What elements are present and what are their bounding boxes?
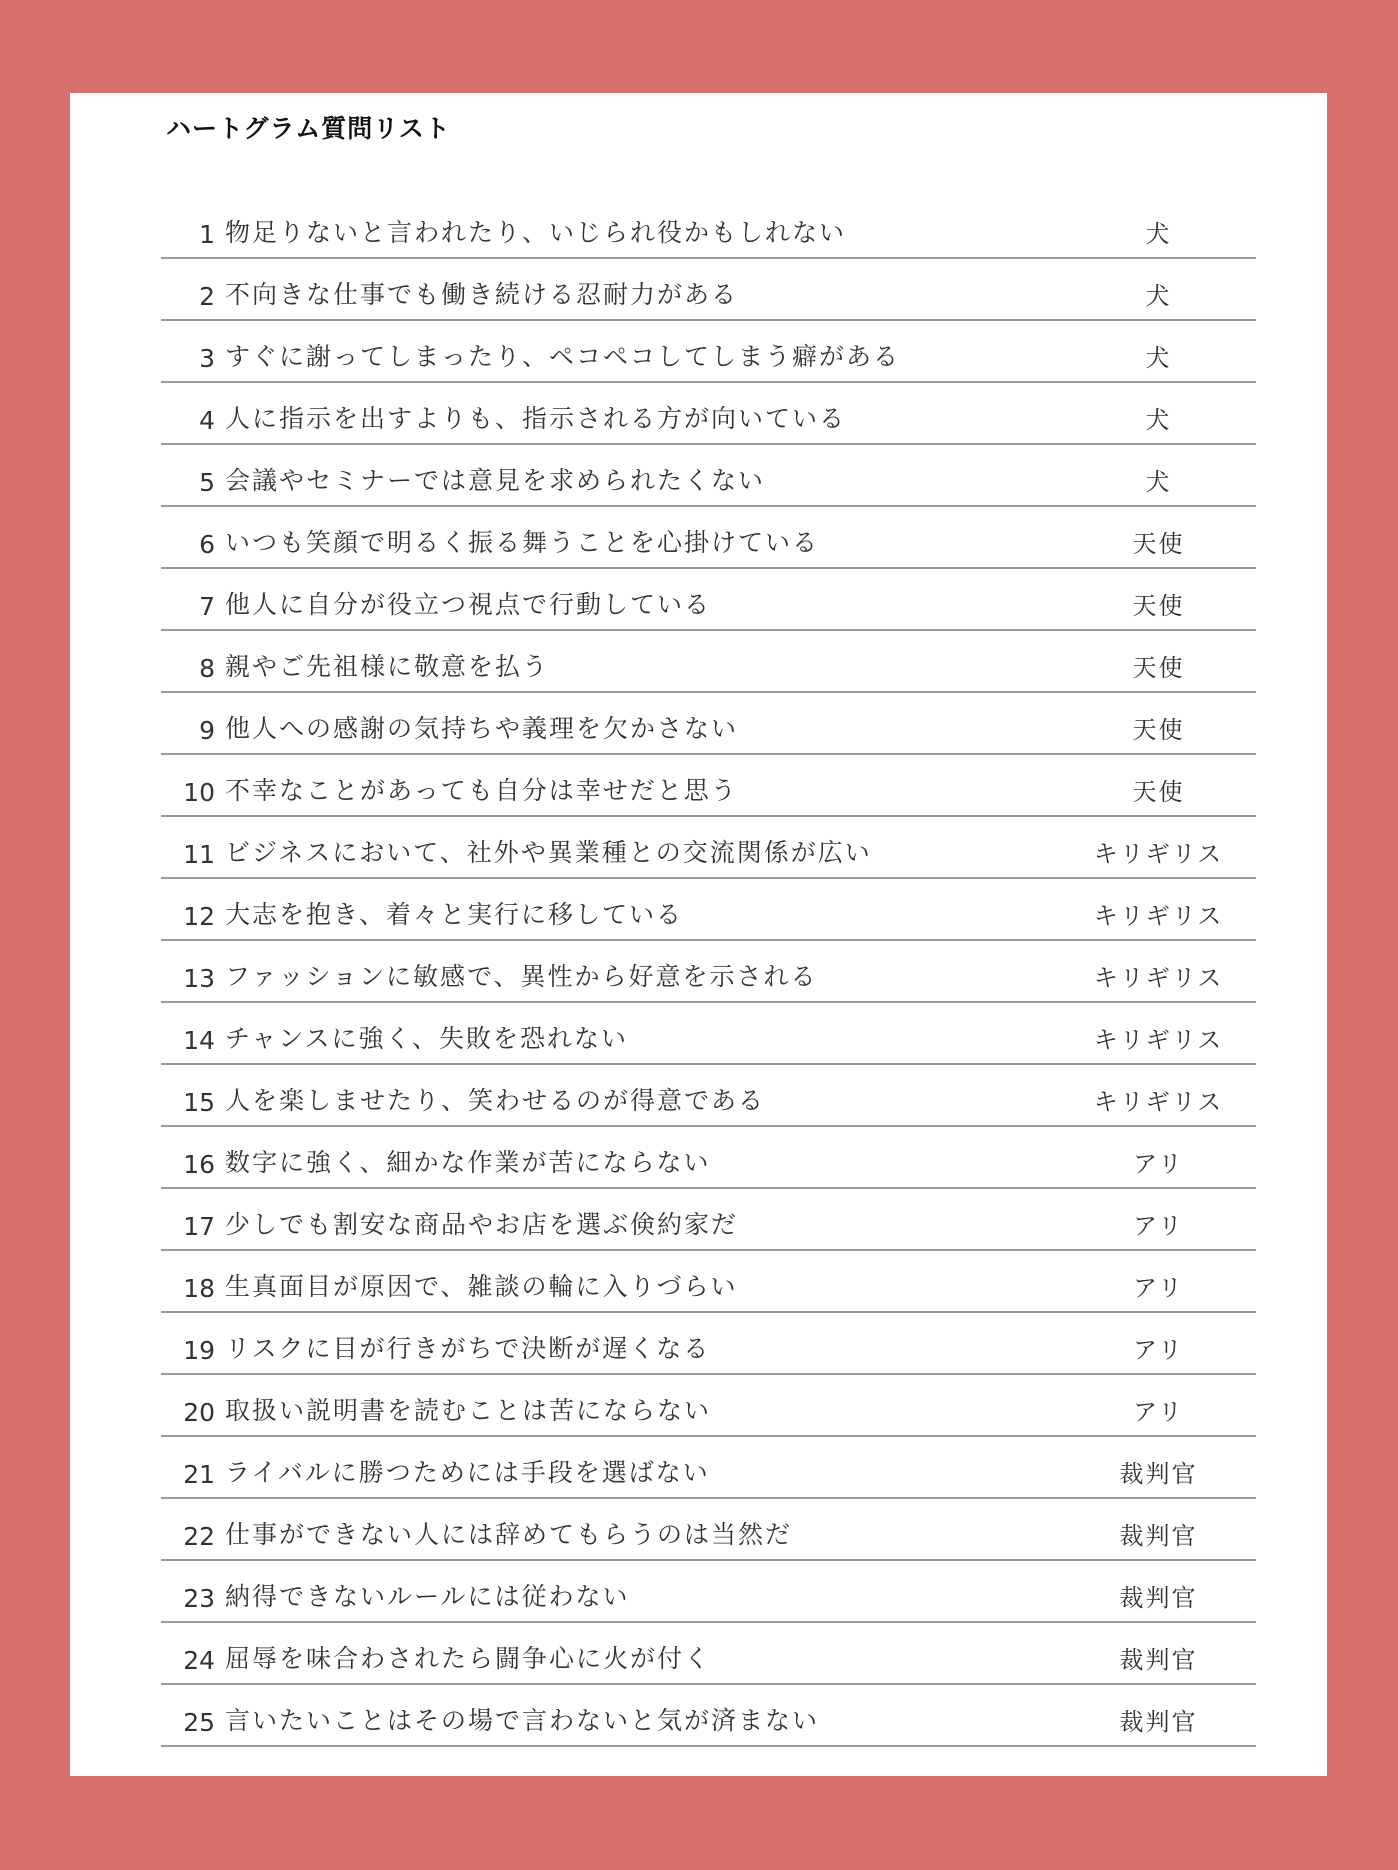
question-row: [161, 1003, 1256, 1065]
question-type: 犬: [1145, 468, 1172, 496]
question-row: [161, 1189, 1256, 1251]
question-number: 6: [199, 530, 215, 559]
question-type: 犬: [1145, 220, 1172, 248]
question-type: 天使: [1132, 592, 1185, 620]
question-type: 天使: [1132, 778, 1185, 806]
question-number: 18: [183, 1274, 215, 1303]
question-number: 5: [199, 468, 215, 497]
question-text: 親やご先祖様に敬意を払う: [225, 652, 550, 681]
question-row: [161, 941, 1256, 1003]
question-text: 大志を抱き、着々と実行に移している: [225, 900, 684, 929]
question-type: キリギリス: [1093, 840, 1224, 868]
question-number: 10: [183, 778, 215, 807]
question-row: [161, 1685, 1256, 1747]
question-type: 天使: [1132, 530, 1185, 558]
question-text: 人を楽しませたり、笑わせるのが得意である: [225, 1086, 766, 1115]
question-row: [161, 1313, 1256, 1375]
question-row: [161, 259, 1256, 321]
question-row: [161, 321, 1256, 383]
question-number: 19: [183, 1336, 215, 1365]
question-text: 数字に強く、細かな作業が苦にならない: [225, 1148, 711, 1177]
question-list: [161, 197, 1256, 1747]
question-number: 12: [183, 902, 215, 931]
question-text: チャンスに強く、失敗を恐れない: [225, 1024, 629, 1053]
question-text: 少しでも割安な商品やお店を選ぶ倹約家だ: [225, 1210, 739, 1239]
question-row: [161, 1499, 1256, 1561]
question-type: アリ: [1132, 1150, 1185, 1178]
question-text: 不幸なことがあっても自分は幸せだと思う: [225, 776, 738, 805]
question-row: [161, 1561, 1256, 1623]
question-number: 2: [199, 282, 215, 311]
question-type: 天使: [1132, 654, 1185, 682]
question-text: 他人への感謝の気持ちや義理を欠かさない: [225, 714, 739, 743]
question-text: 他人に自分が役立つ視点で行動している: [225, 590, 712, 619]
question-row: [161, 693, 1256, 755]
question-type: アリ: [1132, 1274, 1185, 1302]
question-text: 屈辱を味合わされたら闘争心に火が付く: [225, 1644, 712, 1673]
question-text: 不向きな仕事でも働き続ける忍耐力がある: [225, 280, 739, 309]
question-text: 仕事ができない人には辞めてもらうのは当然だ: [225, 1520, 793, 1549]
question-row: [161, 1251, 1256, 1313]
question-number: 4: [199, 406, 215, 435]
question-type: 裁判官: [1119, 1584, 1198, 1612]
question-row: [161, 1375, 1256, 1437]
question-type: 裁判官: [1119, 1460, 1198, 1488]
question-type: 裁判官: [1119, 1646, 1198, 1674]
question-number: 1: [199, 220, 215, 249]
question-number: 24: [183, 1646, 215, 1675]
question-text: ライバルに勝つためには手段を選ばない: [225, 1458, 710, 1487]
question-number: 16: [183, 1150, 215, 1179]
question-row: [161, 817, 1256, 879]
question-text: ファッションに敏感で、異性から好意を示される: [225, 962, 818, 991]
question-text: 取扱い説明書を読むことは苦にならない: [225, 1396, 712, 1425]
question-row: [161, 507, 1256, 569]
question-row: [161, 1437, 1256, 1499]
question-number: 14: [183, 1026, 215, 1055]
page-title: ハートグラム質問リスト: [166, 114, 451, 143]
question-number: 23: [183, 1584, 215, 1613]
question-type: 犬: [1145, 344, 1172, 372]
question-type: 天使: [1132, 716, 1185, 744]
question-text: 納得できないルールには従わない: [225, 1582, 630, 1611]
question-number: 13: [183, 964, 215, 993]
question-number: 25: [183, 1708, 215, 1737]
question-number: 3: [199, 344, 215, 373]
question-text: 生真面目が原因で、雑談の輪に入りづらい: [225, 1272, 738, 1301]
question-type: キリギリス: [1093, 1026, 1224, 1054]
question-text: いつも笑顔で明るく振る舞うことを心掛けている: [225, 528, 820, 557]
question-number: 8: [199, 654, 215, 683]
question-text: 物足りないと言われたり、いじられ役かもしれない: [225, 218, 847, 247]
question-row: [161, 631, 1256, 693]
question-row: [161, 1623, 1256, 1685]
question-text: すぐに謝ってしまったり、ペコペコしてしまう癖がある: [225, 342, 901, 371]
question-type: キリギリス: [1093, 902, 1224, 930]
question-number: 9: [199, 716, 215, 745]
question-row: [161, 383, 1256, 445]
question-number: 7: [199, 592, 215, 621]
question-text: 会議やセミナーでは意見を求められたくない: [225, 466, 766, 495]
question-text: ビジネスにおいて、社外や異業種との交流関係が広い: [225, 838, 872, 867]
question-number: 22: [183, 1522, 215, 1551]
question-sheet: [70, 93, 1327, 1776]
question-number: 21: [183, 1460, 215, 1489]
question-type: アリ: [1132, 1212, 1185, 1240]
question-text: 言いたいことはその場で言わないと気が済まない: [225, 1706, 820, 1735]
question-number: 15: [183, 1088, 215, 1117]
question-row: [161, 197, 1256, 259]
question-number: 11: [183, 840, 215, 869]
question-row: [161, 1065, 1256, 1127]
question-row: [161, 755, 1256, 817]
question-number: 17: [183, 1212, 215, 1241]
question-text: リスクに目が行きがちで決断が遅くなる: [225, 1334, 711, 1363]
question-type: 犬: [1145, 282, 1172, 310]
question-row: [161, 879, 1256, 941]
question-row: [161, 569, 1256, 631]
question-type: 裁判官: [1119, 1522, 1198, 1550]
question-type: 犬: [1145, 406, 1172, 434]
question-number: 20: [183, 1398, 215, 1427]
question-type: 裁判官: [1119, 1708, 1198, 1736]
question-type: キリギリス: [1093, 1088, 1224, 1116]
question-row: [161, 1127, 1256, 1189]
question-text: 人に指示を出すよりも、指示される方が向いている: [225, 404, 847, 433]
question-type: キリギリス: [1093, 964, 1224, 992]
question-type: アリ: [1132, 1398, 1185, 1426]
question-type: アリ: [1132, 1336, 1185, 1364]
question-row: [161, 445, 1256, 507]
